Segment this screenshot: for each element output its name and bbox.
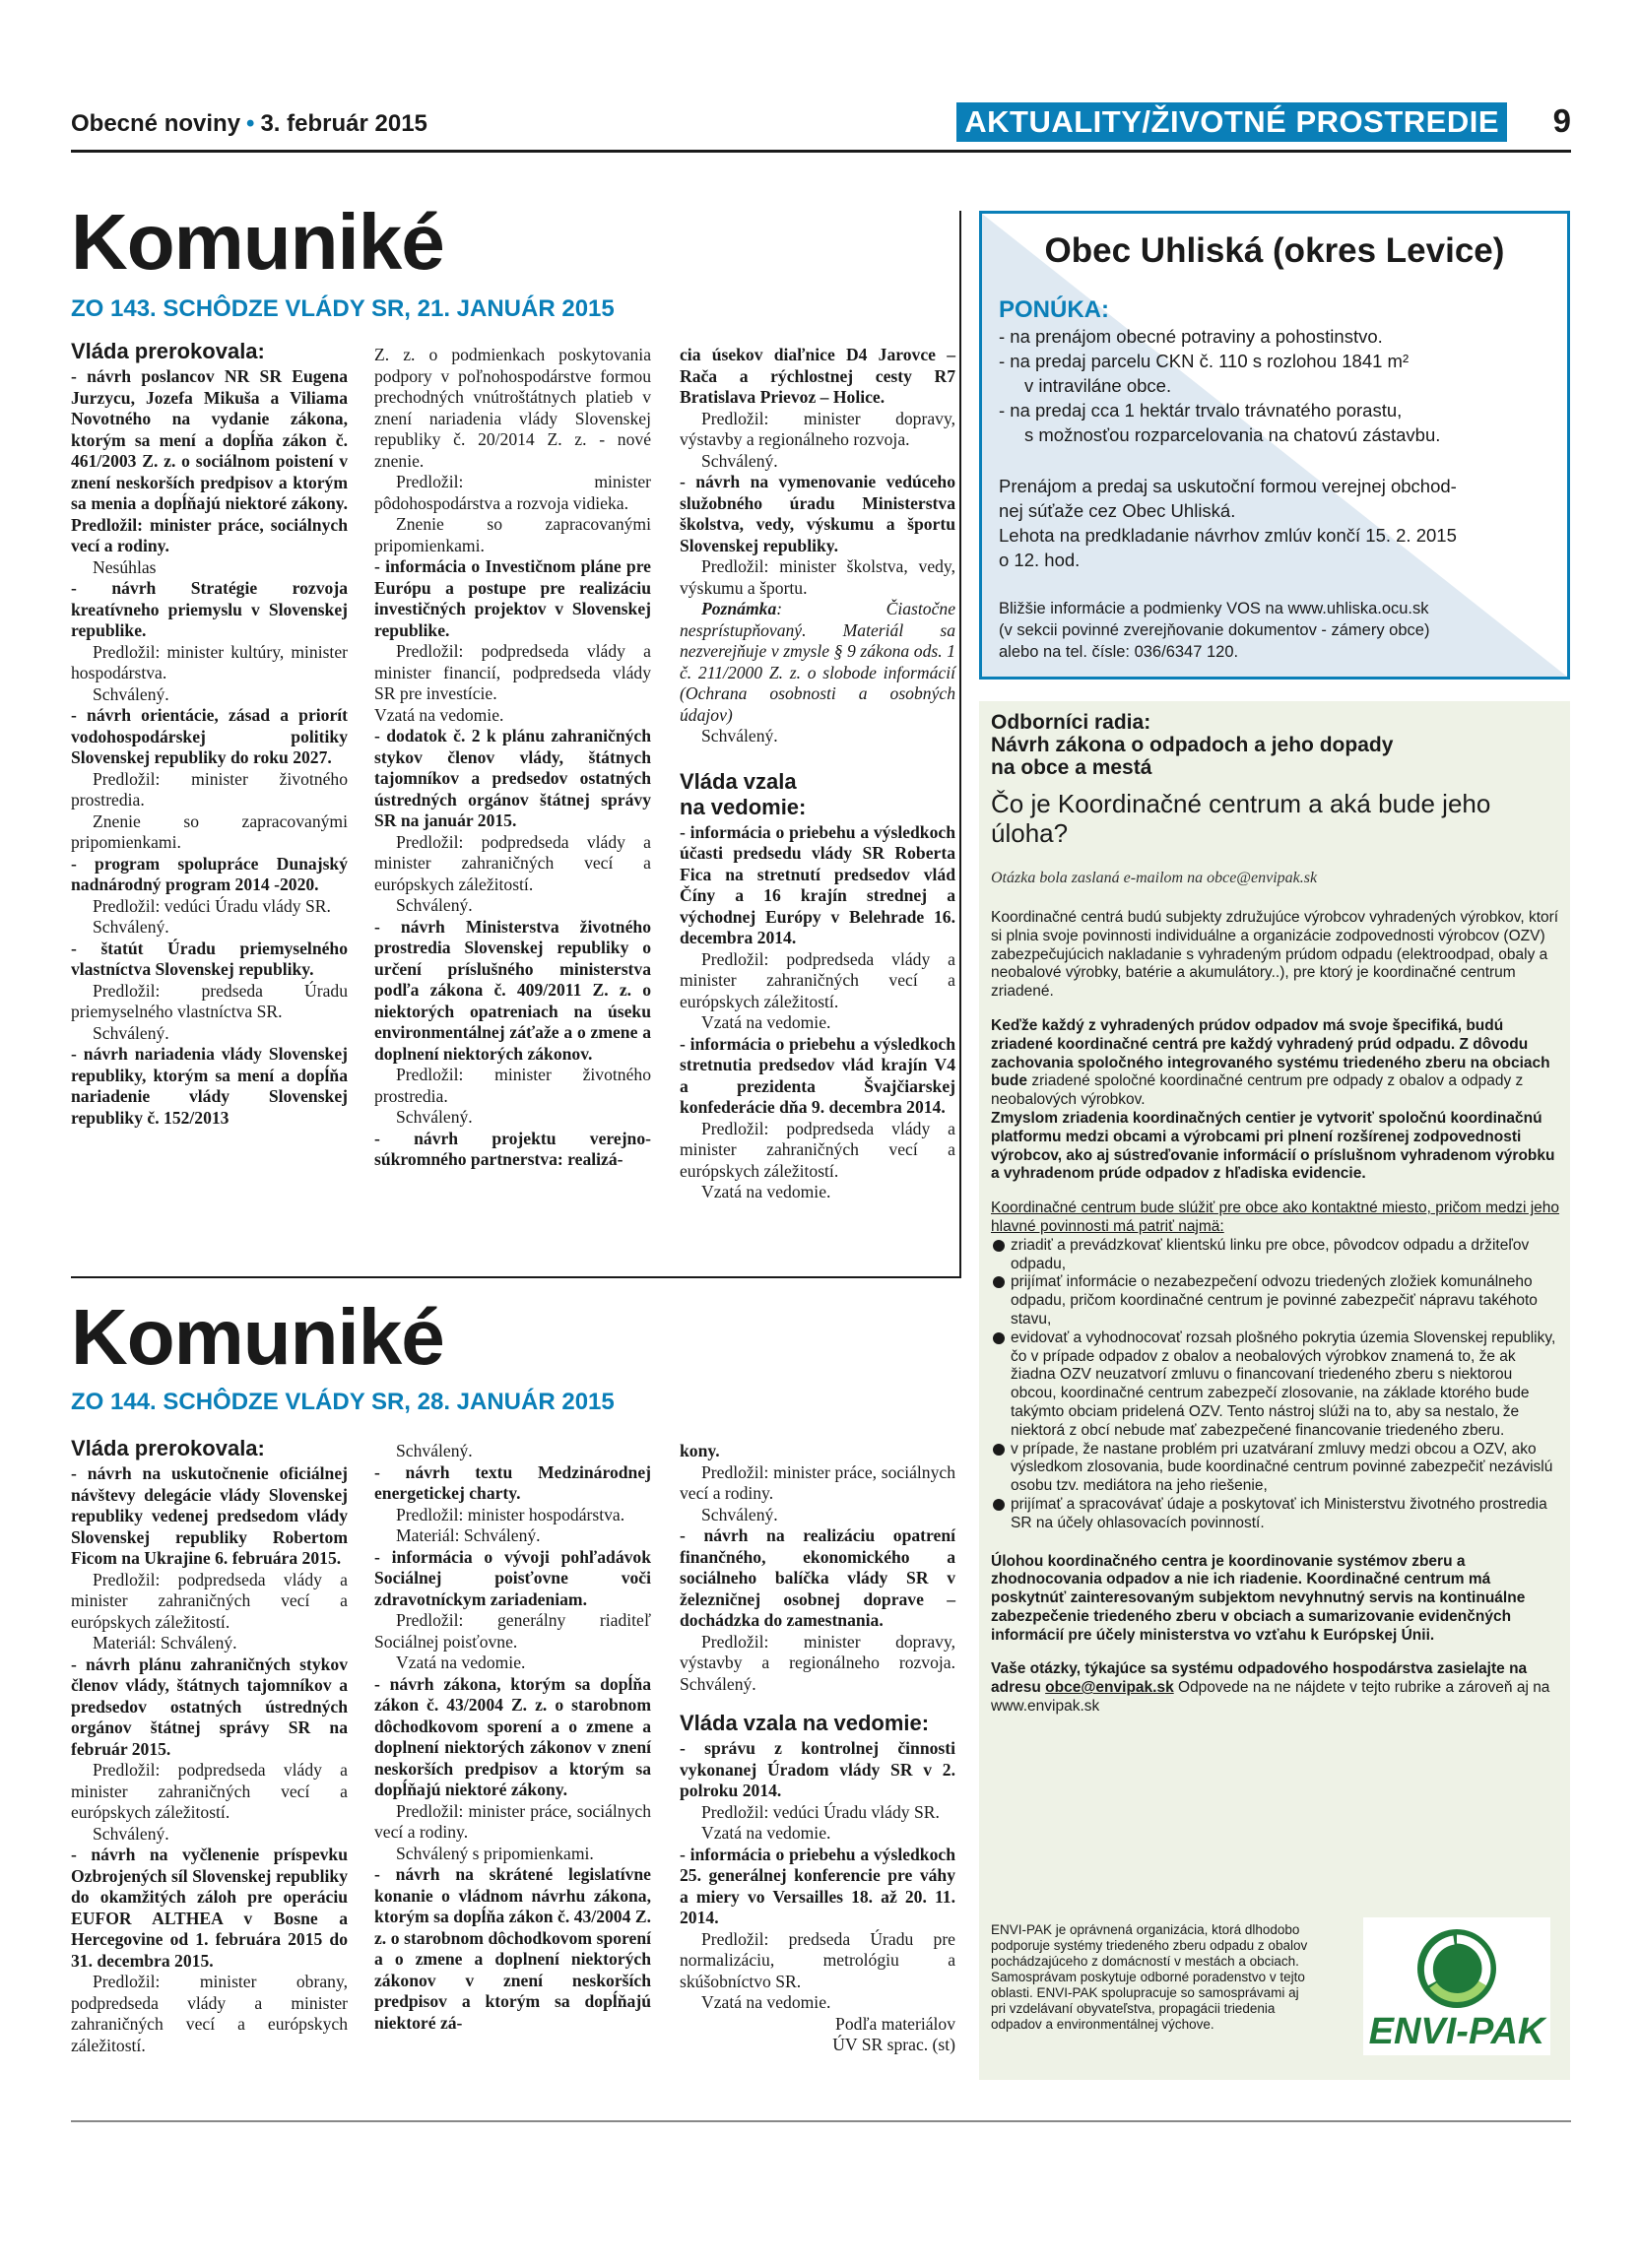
envipak-logo <box>1363 1917 1550 2055</box>
envipak-footer: ENVI-PAK je oprávnená organizácia, ktorá dlhodobo podporuje systémy triedeného zberu odpadu z obalov pochádzajúceho z domácností v mestách a obciach. Samosprávam poskytuje odborné poradenstvo v tejto oblasti. ENVI-PAK spolupracuje so samosprávami aj pri vzdelávaní obyvateľstva, propagácii triedenia odpadov a environmentálnej výchove. <box>991 1922 1308 2032</box>
experts-note: Otázka bola zaslaná e-mailom na obce@envipak.sk <box>991 870 1318 886</box>
bullet-icon <box>993 1444 1005 1456</box>
bullet-item <box>991 1237 1560 1274</box>
komunike-1-title: Komuniké <box>71 198 444 286</box>
publication-name: Obecné noviny <box>71 110 241 137</box>
kicker-line: na obce a mestá <box>991 756 1152 779</box>
page-number: 9 <box>1552 102 1571 139</box>
bullet-item <box>991 1441 1560 1496</box>
komunike-1-col-1: Vláda prerokovala: - návrh poslancov NR SR Eugena Jurzycu, Jozefa Mikuša a Viliama Novotného na vydanie zákona, ktorým sa mení a dopĺňa zákon č. 461/2003 Z. z. o sociálnom poistení v znení neskorších predpisov a ktorým sa menia a dopĺňajú niektoré zákony. Predložil: minister práce, sociálnych vecí a rodiny. Nesúhlas - návrh Stratégie rozvoja kreatívneho priemyslu v Slovenskej republike. Predložil: minister kultúry, minister hospodárstva. Schválený. - návrh orientácie, zásad a priorít vodohospodárskej politiky Slovenskej republiky do roku 2027. Predložil: minister životného prostredia. Znenie so zapracovanými pripomienkami. - program spolupráce Dunajský nadnárodný program 2014 -2020. Predložil: vedúci Úradu vlády SR. Schválený. - štatút Úradu priemyselného vlastníctva Slovenskej republiky. Predložil: predseda Úradu priemyselného vlastníctva SR. Schválený. - návrh nariadenia vlády Slovenskej republiky, ktorým sa mení a dopĺňa nariadenie vlády Slovenskej republiky č. 152/2013 <box>71 339 348 1128</box>
kicker-line: Odborníci radia: <box>991 711 1151 734</box>
bullet-icon <box>993 1240 1005 1252</box>
komunike-1-col-3: cia úsekov diaľnice D4 Jarovce – Rača a rýchlostnej cesty R7 Bratislava Prievoz – Holice. Predložil: minister dopravy, výstavby a regionálneho rozvoja. Schválený. - návrh na vymenovanie vedúceho služobného úradu Ministerstva školstva, vedy, výskumu a športu Slovenskej republiky. Predložil: minister školstva, vedy, výskumu a športu. Poznámka: Čiastočne nesprístupňovaný. Materiál sa nezverejňuje v zmysle § 9 zákona ods. 1 č. 211/2000 Z. z. o slobode informácií (Ochrana osobnosti a osobných údajov) Schválený. Vláda vzala na vedomie: - informácia o priebehu a výsledkoch účasti predsedu vlády SR Roberta Fica na stretnutí predsedov vlád Číny a 16 krajín strednej a východnej Európy v Belehrade 16. decembra 2014. Predložil: podpredseda vlády a minister zahraničných vecí a európskych záležitostí. Vzatá na vedomie. - informácia o priebehu a výsledkoch stretnutia predsedov vlád krajín V4 a prezidenta Švajčiarskej konfederácie dňa 9. decembra 2014. Predložil: podpredseda vlády a minister zahraničných vecí a európskych záležitostí. Vzatá na vedomie. <box>680 345 955 1201</box>
offer-title: Obec Uhliská (okres Levice) <box>1044 231 1505 270</box>
issue-date: 3. február 2015 <box>260 110 427 137</box>
bullet-text: v prípade, že nastane problém pri uzatváraní zmluvy medzi obcou a OZV, ako výsledkom zlosovania, bude koordinačné centrum povinné zabezpečiť nezávislú osobu tzv. mediátora na jeho riešenie, <box>1011 1440 1553 1495</box>
bullet-text: evidovať a vyhodnocovať rozsah plošného pokrytia územia Slovenskej republiky, čo v prípade odpadov z obalov a neobalových výrobkov znamená to, že ak žiadna OZV neuzatvorí zmluvu o financovaní triedeného zberu s niektorou obcou, koordinačné centrum zabezpečí zlosovanie, na základe ktorého bude takýmto obciam pridelená OZV. Tento nástroj slúži na to, aby sa nestalo, že niektorá z obcí nebude mať zabezpečené financovanie triedeného zberu. <box>1011 1328 1556 1439</box>
info-line: alebo na tel. čísle: 036/6347 120. <box>999 643 1239 661</box>
komunike-1-subtitle: ZO 143. SCHÔDZE VLÁDY SR, 21. JANUÁR 2015 <box>71 295 615 322</box>
recycle-icon <box>1363 1917 1550 2055</box>
info-line: (v sekcii povinné zverejňovanie dokumentov - zámery obce) <box>999 621 1430 639</box>
bullet-text: prijímať a spracovávať údaje a poskytovať ich Ministerstvu životného prostredia SR na účely ohlasovacích povinností. <box>1011 1495 1547 1531</box>
footer-rule <box>71 2120 1571 2122</box>
bullet-item <box>991 1496 1560 1533</box>
komunike-2-col-1: Vláda prerokovala: - návrh na uskutočnenie oficiálnej návštevy delegácie vlády Slovenskej republiky vedenej predsedom vlády Slovenskej republiky Robertom Ficom na Ukrajine 6. februára 2015. Predložil: podpredseda vlády a minister zahraničných vecí a európskych záležitostí. Materiál: Schválený. - návrh plánu zahraničných stykov členov vlády, štátnych tajomníkov a predsedov ostatných ústredných orgánov štátnej správy SR na február 2015. Predložil: podpredseda vlády a minister zahraničných vecí a európskych záležitostí. Schválený. - návrh na vyčlenenie príspevku Ozbrojených síl Slovenskej republiky do okamžitých záloh pre operáciu EUFOR ALTHEA v Bosne a Hercegovine od 1. februára 2015 do 31. decembra 2015. Predložil: minister obrany, podpredseda vlády a minister zahraničných vecí a európskych záležitostí. <box>71 1436 348 2055</box>
offer-items <box>999 324 1550 447</box>
bullet-item <box>991 1329 1560 1441</box>
terms-line: o 12. hod. <box>999 550 1081 570</box>
komunike-2-col-2: Schválený. - návrh textu Medzinárodnej energetickej charty. Predložil: minister hospodárstva. Materiál: Schválený. - informácia o vývoji pohľadávok Sociálnej poisťovne voči zdravotníckym zariadeniam. Predložil: generálny riaditeľ Sociálnej poisťovne. Vzatá na vedomie. - návrh zákona, ktorým sa dopĺňa zákon č. 43/2004 Z. z. o starobnom dôchodkovom sporení a o zmene a doplnení niektorých zákonov v znení neskorších predpisov a ktorým sa dopĺňajú niektoré zákony. Predložil: minister práce, sociálnych vecí a rodiny. Schválený s pripomienkami. - návrh na skrátené legislatívne konanie o vládnom návrhu zákona, ktorým sa dopĺňa zákon č. 43/2004 Z. z. o starobnom dôchodkovom sporení a o zmene a doplnení niektorých zákonov v znení neskorších predpisov a ktorým sa dopĺňajú niektoré zá- <box>374 1441 651 2033</box>
experts-bullets <box>991 1237 1560 1533</box>
bullet-item <box>991 1273 1560 1328</box>
terms-line: Lehota na predkladanie návrhov zmlúv končí 15. 2. 2015 <box>999 525 1457 546</box>
offer-label: PONÚKA: <box>999 296 1109 323</box>
experts-paragraph-3: Zmyslom zriadenia koordinačných centier je vytvoriť spoločnú koordinačnú platformu medzi obcami a výrobcami pri plnení rozšírenej zodpovednosti výrobcov, ako aj sústreďovanie informácií o príslušnom vyhradenom výrobku a vyhradenom prúde odpadov z hľadiska evidencie. <box>991 1109 1555 1183</box>
experts-paragraph-1: Koordinačné centrá budú subjekty združujúce výrobcov vyhradených výrobkov, ktorí si plnia svoje povinnosti individuálne a organizácie zodpovednosti výrobcov (OZV) zabezpečujúcich nakladanie s vyhradeným prúdom odpadu (elektroodpad, obaly a neobalové výrobky, batérie a akumulátory..), pre ktorý je koordinačné centrum zriadené. <box>991 909 1559 1001</box>
contact-email-link[interactable]: obce@envipak.sk <box>1045 1679 1174 1697</box>
bullet-text: prijímať informácie o nezabezpečení odvozu triedených zložiek komunálneho odpadu, pričom koordinačné centrum je povinné zabezpečiť nápravu takéhoto stavu, <box>1011 1273 1538 1328</box>
offer-item: v intraviláne obce. <box>1024 375 1172 396</box>
offer-advert <box>979 211 1570 680</box>
bullet-icon <box>993 1332 1005 1344</box>
experts-kicker <box>991 711 1560 779</box>
offer-item: - na prenájom obecné potraviny a pohostinstvo. <box>999 326 1383 347</box>
komunike-2-col-3: kony. Predložil: minister práce, sociálnych vecí a rodiny. Schválený. - návrh na realizáciu opatrení finančného, ekonomického a sociálneho balíčka vlády SR v železničnej osobnej doprave – dochádzka do zamestnania. Predložil: minister dopravy, výstavby a regionálneho rozvoja. Schválený. Vláda vzala na vedomie: - správu z kontrolnej činnosti vykonanej Úradom vlády SR v 2. polroku 2014. Predložil: vedúci Úradu vlády SR. Vzatá na vedomie. - informácia o priebehu a výsledkoch 25. generálnej konferencie pre váhy a miery vo Versailles 18. až 20. 11. 2014. Predložil: predseda Úradu pre normalizáciu, metrológiu a skúšobníctvo SR. Vzatá na vedomie. Podľa materiálov ÚV SR sprac. (st) <box>680 1441 955 2054</box>
p6-rest: Odpovede na ne nájdete v tejto rubrike a zároveň aj na www.envipak.sk <box>991 1679 1550 1716</box>
komunike-2-title: Komuniké <box>71 1293 444 1381</box>
experts-advice-box <box>979 701 1570 2080</box>
p6-bold: Vaše otázky, týkajúce sa systému odpadového hospodárstva zasielajte na adresu <box>991 1660 1528 1697</box>
section-divider <box>71 1276 959 1278</box>
bullet-icon <box>993 1276 1005 1288</box>
experts-paragraph-4: Koordinačné centrum bude slúžiť pre obce ako kontaktné miesto, pričom medzi jeho hlavné povinnosti má patriť najmä: <box>991 1199 1560 1235</box>
info-line: Bližšie informácie a podmienky VOS na www.uhliska.ocu.sk <box>999 600 1429 617</box>
experts-question: Čo je Koordinačné centrum a aká bude jeho úloha? <box>991 789 1491 848</box>
column-divider <box>959 211 961 1278</box>
komunike-2-subtitle: ZO 144. SCHÔDZE VLÁDY SR, 28. JANUÁR 2015 <box>71 1389 615 1415</box>
publication-line <box>71 110 427 138</box>
offer-item: s možnosťou rozparcelovania na chatovú zástavbu. <box>1024 424 1441 445</box>
komunike-1-col-2: Z. z. o podmienkach poskytovania podpory v poľnohospodárstve formou prechodných vnútroštátnych platieb v znení nariadenia vlády Slovenskej republiky č. 20/2014 Z. z. - nové znenie. Predložil: minister pôdohospodárstva a rozvoja vidieka. Znenie so zapracovanými pripomienkami. - informácia o Investičnom pláne pre Európu a postupe pre realizáciu investičných projektov v Slovenskej republike. Predložil: podpredseda vlády a minister financií, podpredseda vlády SR pre investície. Vzatá na vedomie. - dodatok č. 2 k plánu zahraničných stykov členov vlády, štátnych tajomníkov a predsedov ostatných ústredných orgánov štátnej správy SR na január 2015. Predložil: podpredseda vlády a minister zahraničných vecí a európskych záležitostí. Schválený. - návrh Ministerstva životného prostredia Slovenskej republiky o určení príslušného ministerstva podľa zákona č. 409/2011 Z. z. o niektorých opatreniach na úseku environmentálnej záťaže a o zmene a doplnení niektorých zákonov. Predložil: minister životného prostredia. Schválený. - návrh projektu verejno-súkromného partnerstva: realizá- <box>374 345 651 1169</box>
terms-line: nej súťaže cez Obec Uhliská. <box>999 500 1236 521</box>
header-rule <box>71 150 1571 153</box>
p2-bold: Keďže každý z vyhradených prúdov odpadov má svoje špecifiká, budú zriadené koordinačné centrá pre každý vyhradený prúd odpadu. Z dôvodu zachovania spoločného integrovaného systému triedeného zberu na obciach bude <box>991 1016 1550 1090</box>
terms-line: Prenájom a predaj sa uskutoční formou verejnej obchod- <box>999 476 1457 496</box>
experts-paragraph-5: Úlohou koordinačného centra je koordinovanie systémov zberu a zhodnocovania odpadov a nie ich riadenie. Koordinačné centrum má poskytnúť zainteresovaným subjektom nevyhnutný servis na kontinuálne zabezpečenie triedeného zberu v obciach a sumarizovanie evidenčných informácií pre účely ministerstva vo vzťahu k Európskej Únii. <box>991 1552 1526 1644</box>
svg-text:ENVI-PAK: ENVI-PAK <box>1368 2011 1545 2052</box>
offer-info <box>999 598 1550 663</box>
separator-dot: • <box>246 110 255 137</box>
offer-terms <box>999 474 1550 572</box>
experts-paragraph-2 <box>991 1017 1560 1110</box>
experts-paragraph-6 <box>991 1660 1560 1716</box>
bullet-text: zriadiť a prevádzkovať klientskú linku pre obce, pôvodcov odpadu a držiteľov odpadu, <box>1011 1236 1530 1272</box>
kicker-line: Návrh zákona o odpadoch a jeho dopady <box>991 734 1394 756</box>
section-label: AKTUALITY/ŽIVOTNÉ PROSTREDIE <box>956 102 1507 142</box>
bullet-icon <box>993 1499 1005 1511</box>
offer-item: - na predaj parcelu CKN č. 110 s rozlohou 1841 m² <box>999 351 1410 371</box>
page-header <box>71 102 1571 152</box>
p2-rest: zriadené spoločné koordinačné centrum pre odpady z obalov a odpady z neobalových výrobkov. <box>991 1072 1524 1109</box>
offer-item: - na predaj cca 1 hektár trvalo trávnatého porastu, <box>999 400 1403 421</box>
